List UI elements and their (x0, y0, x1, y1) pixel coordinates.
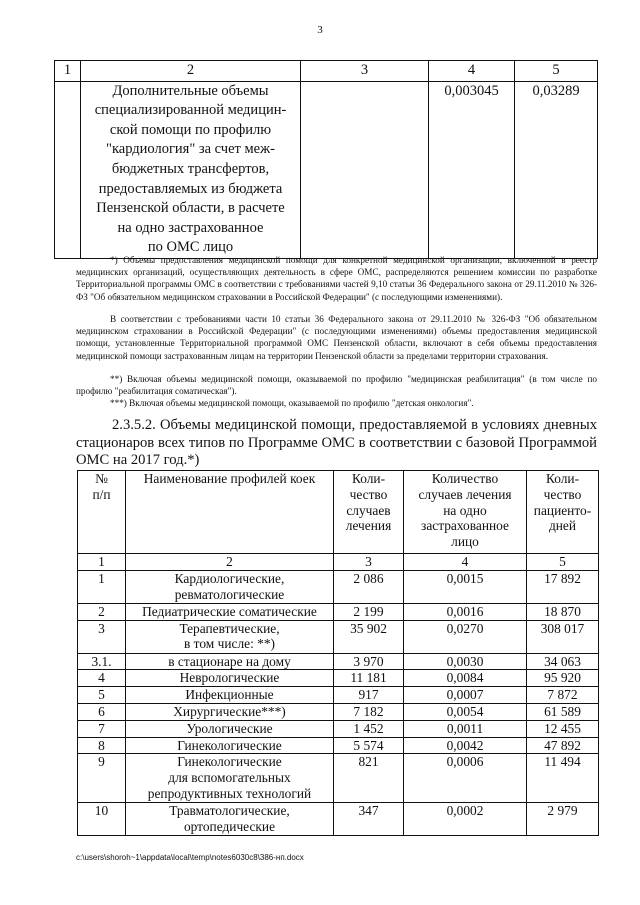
description-line: ской помощи по профилю (109, 121, 272, 138)
profile-name-line: Кардиологические, (174, 570, 285, 586)
numbering-row (78, 554, 599, 571)
cell-patient-days: 61 589 (527, 703, 599, 720)
cell-patient-days: 2 979 (527, 803, 599, 836)
cell-num: 10 (78, 803, 126, 836)
cell-profile-name (126, 620, 334, 653)
cell-profile-name (126, 703, 334, 720)
header-line: № (95, 471, 108, 486)
continuation-table (54, 60, 598, 259)
header-line: случаев лечения (418, 486, 512, 502)
table-row (78, 737, 599, 754)
header-line: чество (349, 486, 388, 502)
cell-num: 4 (78, 670, 126, 687)
description-line: бюджетных трансфертов, (111, 160, 270, 177)
cell-profile-name (126, 670, 334, 687)
cell-cases: 2 199 (334, 603, 404, 620)
header-line: Коли- (545, 471, 580, 486)
cell-num: 6 (78, 703, 126, 720)
cell-profile-name (126, 653, 334, 670)
cell-cases: 1 452 (334, 720, 404, 737)
cell-col5: 0,03289 (515, 81, 598, 258)
cell-num: 2 (78, 603, 126, 620)
table-body (78, 570, 599, 836)
page-number: 3 (317, 24, 323, 36)
description-line: "кардиология" за счет меж- (106, 141, 275, 158)
cell-cases: 3 970 (334, 653, 404, 670)
column-number-2: 2 (81, 61, 301, 82)
volumes-table (77, 470, 599, 836)
cell-per-person: 0,0007 (404, 687, 527, 704)
cell-patient-days: 17 892 (527, 570, 599, 603)
table-row (78, 754, 599, 803)
cell-per-person: 0,0006 (404, 754, 527, 803)
cell-cases: 11 181 (334, 670, 404, 687)
cell-patient-days: 34 063 (527, 653, 599, 670)
cell-patient-days: 7 872 (527, 687, 599, 704)
cell-description (81, 81, 301, 258)
file-path: c:\users\shoroh~1\appdata\local\temp\notes6030c8\386-нп.docx (76, 853, 304, 862)
column-number-4: 4 (429, 61, 515, 82)
cell-patient-days: 12 455 (527, 720, 599, 737)
table-row (78, 570, 599, 603)
header-line: лечения (345, 518, 392, 534)
cell-profile-name (126, 803, 334, 836)
cell-num: 8 (78, 737, 126, 754)
table-header-row (55, 61, 598, 82)
header-line: п/п (92, 486, 111, 502)
header-line: пациенто- (533, 502, 592, 518)
profile-name-line: Педиатрические соматические (142, 603, 317, 619)
header-name: Наименование профилей коек (126, 471, 334, 554)
profile-name-line: для вспомогательных (168, 770, 291, 786)
cell-profile-name (126, 737, 334, 754)
table-row (78, 720, 599, 737)
cell-patient-days: 11 494 (527, 754, 599, 803)
table-row (78, 703, 599, 720)
description-line: на одно застрахованное (117, 219, 264, 236)
description-line: Пензенской области, в расчете (96, 200, 285, 217)
cell-num: 1 (78, 570, 126, 603)
profile-name-line: Урологические (186, 720, 273, 736)
cell-patient-days: 18 870 (527, 603, 599, 620)
section-heading (76, 417, 597, 470)
cell-per-person: 0,0054 (404, 703, 527, 720)
header-line: случаев (346, 502, 391, 518)
cell-num: 3 (78, 620, 126, 653)
column-number-2: 2 (126, 554, 334, 571)
profile-name-line: ортопедические (183, 819, 276, 835)
cell-profile-name (126, 570, 334, 603)
header-cases (334, 471, 404, 554)
table-header-row (78, 471, 599, 554)
footnote-text: **) Включая объемы медицинской помощи, оказываемой по профилю "медицинская реабилитация" (в том числе по профилю "реабилитация соматическая"). (76, 374, 597, 397)
table-row (55, 81, 598, 258)
cell-profile-name (126, 687, 334, 704)
description-line: по ОМС лицо (147, 239, 234, 256)
footnote-text: ***) Включая объемы медицинской помощи, оказываемой по профилю "детская онкология". (110, 398, 474, 409)
description-line: Дополнительные объемы (112, 82, 269, 99)
table-row (78, 803, 599, 836)
column-number-4: 4 (404, 554, 527, 571)
profile-name-line: в стационаре на дому (168, 653, 291, 669)
cell-cases: 5 574 (334, 737, 404, 754)
table-row (78, 653, 599, 670)
footnote-text: *) Объемы предоставления медицинской помощи для конкретной медицинской организации, включенной в реестр медицинских организаций, осуществляющих деятельность в сфере ОМС, распределяются решением комиссии по разработке Территориальной программы ОМС в соответствии с требованиями частей 9,10 статьи 36 Федерального закона от 29.11.2010 № 326-ФЗ "Об обязательном медицинском страховании в Российской Федерации" (с последующими изменениями). (76, 255, 597, 302)
description-line: специализированной медицин- (94, 102, 287, 119)
column-number-5: 5 (527, 554, 599, 571)
section-heading-text: 2.3.5.2. Объемы медицинской помощи, предоставляемой в условиях дневных стационаров всех типов по Программе ОМС в соответствии с базовой Программой ОМС на 2017 год.*) (76, 417, 597, 468)
cell-per-person: 0,0015 (404, 570, 527, 603)
cell-patient-days: 308 017 (527, 620, 599, 653)
header-line: Количество (431, 471, 499, 486)
profile-name-line: Хирургические***) (173, 703, 286, 719)
cell-profile-name (126, 720, 334, 737)
cell-per-person: 0,0270 (404, 620, 527, 653)
footnote-3 (76, 373, 597, 410)
cell-cases: 7 182 (334, 703, 404, 720)
profile-name-line: репродуктивных технологий (147, 785, 312, 801)
column-number-3: 3 (334, 554, 404, 571)
cell-per-person: 0,0084 (404, 670, 527, 687)
cell-num: 5 (78, 687, 126, 704)
profile-name-line: Гинекологические (177, 754, 282, 770)
cell-per-person: 0,0011 (404, 720, 527, 737)
header-per-person (404, 471, 527, 554)
header-line: чество (543, 486, 582, 502)
column-number-3: 3 (301, 61, 429, 82)
cell-cases: 35 902 (334, 620, 404, 653)
cell-num: 3.1. (78, 653, 126, 670)
header-line: на одно (443, 502, 487, 518)
table-row (78, 620, 599, 653)
cell-per-person: 0,0016 (404, 603, 527, 620)
table-row (78, 670, 599, 687)
cell-per-person: 0,0002 (404, 803, 527, 836)
column-number-1: 1 (78, 554, 126, 571)
cell-patient-days: 47 892 (527, 737, 599, 754)
column-number-1: 1 (55, 61, 81, 82)
footnote-text: В соответствии с требованиями части 10 статьи 36 Федерального закона от 29.11.2010 № 326-ФЗ "Об обязательном медицинском страховании в Российской Федерации" (с последующими изменениями) объемы предоставления медицинской помощи, установленные Территориальной программой ОМС Пензенской области, включают в себя объемы предоставления медицинской помощи застрахованным лицам на территории Пензенской области за пределами территории страхования. (76, 314, 597, 361)
header-num (78, 471, 126, 554)
profile-name-line: Травматологические, (169, 803, 290, 819)
cell-per-person: 0,0030 (404, 653, 527, 670)
header-line: застрахованное (421, 518, 509, 534)
header-patient-days (527, 471, 599, 554)
description-line: предоставляемых из бюджета (98, 180, 283, 197)
profile-name-line: Неврологические (179, 670, 280, 686)
cell-num: 9 (78, 754, 126, 803)
cell-col4: 0,003045 (429, 81, 515, 258)
footnote-1 (76, 254, 597, 303)
cell-profile-name (126, 754, 334, 803)
profile-name-line: ревматологические (174, 586, 285, 602)
profile-name-line: в том числе: **) (184, 636, 275, 652)
table-row (78, 687, 599, 704)
cell-num: 7 (78, 720, 126, 737)
cell-col1 (55, 81, 81, 258)
footnote-2 (76, 313, 597, 362)
profile-name-line: Гинекологические (177, 737, 282, 753)
cell-profile-name (126, 603, 334, 620)
cell-cases: 917 (334, 687, 404, 704)
cell-cases: 821 (334, 754, 404, 803)
header-line: Коли- (351, 471, 386, 486)
cell-col3 (301, 81, 429, 258)
header-line: дней (548, 518, 577, 534)
column-number-5: 5 (515, 61, 598, 82)
header-line: лицо (451, 534, 479, 550)
table-row (78, 603, 599, 620)
profile-name-line: Терапевтические, (179, 620, 280, 636)
cell-cases: 347 (334, 803, 404, 836)
cell-patient-days: 95 920 (527, 670, 599, 687)
cell-cases: 2 086 (334, 570, 404, 603)
cell-per-person: 0,0042 (404, 737, 527, 754)
profile-name-line: Инфекционные (185, 687, 274, 703)
